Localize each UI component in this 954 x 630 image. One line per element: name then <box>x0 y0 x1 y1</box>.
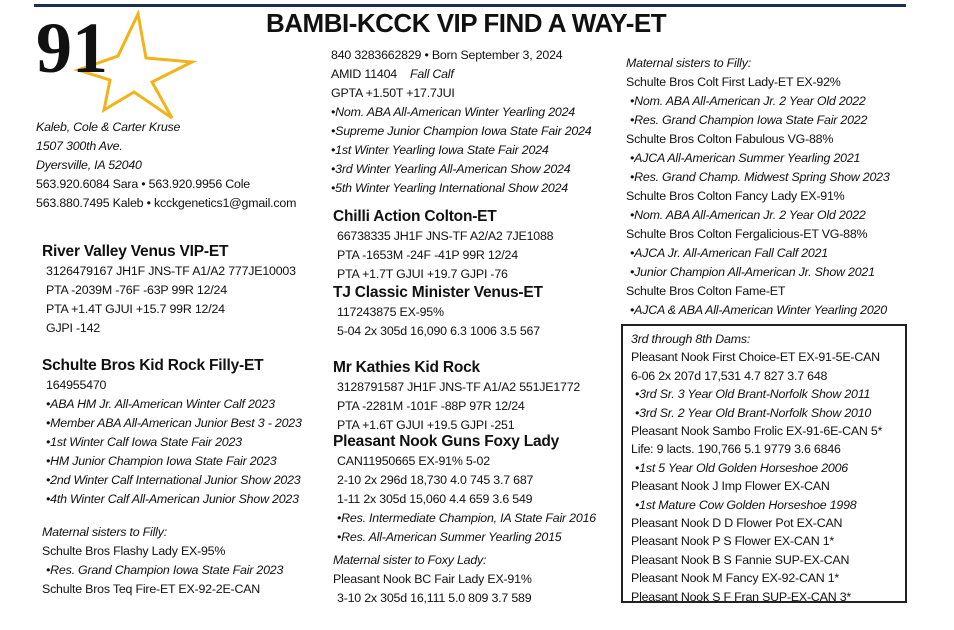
pedigree-line: Life: 9 lacts. 190,766 5.1 9779 3.6 6846 <box>631 442 841 457</box>
honor-line: •1st Mature Cow Golden Horseshoe 1998 <box>635 497 857 512</box>
honor-line: •1st 5 Year Old Golden Horseshoe 2006 <box>635 460 848 475</box>
foxy-sister-record: 3-10 2x 305d 16,111 5.0 809 3.7 589 <box>337 591 532 605</box>
pedigree-line: Schulte Bros Colt First Lady-ET EX-92% <box>626 75 841 89</box>
pedigree-line: Pleasant Nook J Imp Flower EX-CAN <box>631 479 830 494</box>
pedigree-line: Pleasant Nook D D Flower Pot EX-CAN <box>631 516 843 531</box>
consignor-names: Kaleb, Cole & Carter Kruse <box>36 120 181 134</box>
foxy-sister-label: Maternal sister to Foxy Lady: <box>333 553 487 567</box>
dam-sister: Schulte Bros Flashy Lady EX-95% <box>42 544 226 558</box>
sire-sire-line: PTA +1.7T GJUI +19.7 GJPI -76 <box>337 267 508 281</box>
dams-box-items <box>631 348 905 606</box>
pedigree-line: Schulte Bros Colton Fabulous VG-88% <box>626 132 834 146</box>
dam-honor: •4th Winter Calf All-American Junior Show 2023 <box>46 492 299 506</box>
sire-name: River Valley Venus VIP-ET <box>42 243 229 260</box>
dam-sire-name: Mr Kathies Kid Rock <box>333 359 480 376</box>
consignor-contact: 563.880.7495 Kaleb • kcckgenetics1@gmail.com <box>36 196 297 210</box>
dam-block <box>42 356 302 509</box>
dams-box-label: 3rd through 8th Dams: <box>631 332 751 346</box>
foxy-lady-sister <box>333 551 532 608</box>
sire-sire-name: Chilli Action Colton-ET <box>333 208 497 225</box>
dam-name: Schulte Bros Kid Rock Filly-ET <box>42 357 264 374</box>
pedigree-line: Pleasant Nook S F Fran SUP-EX-CAN 3* <box>631 589 852 604</box>
sire-dam-block <box>333 283 543 341</box>
lot-number: 91 <box>36 8 108 88</box>
sire-line: PTA -2039M -76F -63P 99R 12/24 <box>46 283 227 297</box>
animal-honor: •Nom. ABA All-American Winter Yearling 2024 <box>331 105 576 119</box>
animal-honor: •1st Winter Yearling Iowa State Fair 2024 <box>331 143 549 157</box>
honor-line: •AJCA & ABA All-American Winter Yearling 2020 <box>630 303 887 317</box>
pedigree-line: Schulte Bros Colton Fancy Lady EX-91% <box>626 189 845 203</box>
animal-amid-value: AMID 11404 <box>331 67 397 81</box>
honor-line: •Res. Grand Champ. Midwest Spring Show 2023 <box>630 170 890 184</box>
dam-honor: •1st Winter Calf Iowa State Fair 2023 <box>46 435 242 449</box>
page-title: BAMBI-KCCK VIP FIND A WAY-ET <box>266 8 667 38</box>
maternal-sisters-list <box>626 54 890 320</box>
dam-honor: •2nd Winter Calf International Junior Show 2023 <box>46 473 301 487</box>
dam-sire-block <box>333 358 580 435</box>
sire-sire-block <box>333 207 553 284</box>
sire-line: 3126479167 JH1F JNS-TF A1/A2 777JE10003 <box>46 264 296 278</box>
dam-sire-line: PTA -2281M -101F -88P 97R 12/24 <box>337 399 525 413</box>
honor-line: •AJCA All-American Summer Yearling 2021 <box>630 151 861 165</box>
animal-honor: •Supreme Junior Champion Iowa State Fair 2024 <box>331 124 592 138</box>
dam-dam-line: 2-10 2x 296d 18,730 4.0 745 3.7 687 <box>337 473 534 487</box>
consignor-city: Dyersville, IA 52040 <box>36 158 142 172</box>
animal-honor: •5th Winter Yearling International Show 2024 <box>331 181 568 195</box>
dam-sisters <box>42 523 283 599</box>
dams-box <box>621 324 907 603</box>
pedigree-line: 6-06 2x 207d 17,531 4.7 827 3.7 648 <box>631 368 828 383</box>
animal-amid <box>331 65 592 84</box>
honor-line: •3rd Sr. 2 Year Old Brant-Norfolk Show 2010 <box>635 405 872 420</box>
sire-dam-name: TJ Classic Minister Venus-ET <box>333 284 543 301</box>
dam-reg: 164955470 <box>46 378 107 392</box>
pedigree-line: Pleasant Nook First Choice-ET EX-91-5E-CAN <box>631 350 880 365</box>
foxy-sister-name: Pleasant Nook BC Fair Lady EX-91% <box>333 572 532 586</box>
sire-line: PTA +1.4T GJUI +15.7 99R 12/24 <box>46 302 225 316</box>
sire-block <box>42 242 296 338</box>
maternal-sisters-items <box>626 73 890 320</box>
pedigree-line: Schulte Bros Colton Fame-ET <box>626 284 786 298</box>
dam-sisters-label: Maternal sisters to Filly: <box>42 525 167 539</box>
honor-line: •Nom. ABA All-American Jr. 2 Year Old 2022 <box>630 208 866 222</box>
dam-honor: •ABA HM Jr. All-American Winter Calf 2023 <box>46 397 275 411</box>
dam-sister-honor: •Res. Grand Champion Iowa State Fair 2023 <box>46 563 284 577</box>
animal-honor: •3rd Winter Yearling All-American Show 2024 <box>331 162 571 176</box>
animal-id-born: 840 3283662829 • Born September 3, 2024 <box>331 48 563 62</box>
pedigree-line: Schulte Bros Colton Fergalicious-ET VG-88% <box>626 227 868 241</box>
honor-line: •Res. Grand Champion Iowa State Fair 2022 <box>630 113 868 127</box>
pedigree-line: Pleasant Nook M Fancy EX-92-CAN 1* <box>631 571 840 586</box>
pedigree-line: Pleasant Nook P S Flower EX-CAN 1* <box>631 534 835 549</box>
consignor-info <box>36 118 296 213</box>
sire-dam-line: 5-04 2x 305d 16,090 6.3 1006 3.5 567 <box>337 324 540 338</box>
animal-class: Fall Calf <box>409 67 454 81</box>
honor-line: •Junior Champion All-American Jr. Show 2021 <box>630 265 875 279</box>
dam-dam-line: CAN11950665 EX-91% 5-02 <box>337 454 490 468</box>
animal-info <box>331 46 592 198</box>
dam-sire-line: 3128791587 JH1F JNS-TF A1/A2 551JE1772 <box>337 380 581 394</box>
sire-sire-line: 66738335 JH1F JNS-TF A2/A2 7JE1088 <box>337 229 554 243</box>
sire-dam-line: 117243875 EX-95% <box>337 305 444 319</box>
dam-dam-line: 1-11 2x 305d 15,060 4.4 659 3.6 549 <box>337 492 533 506</box>
maternal-sisters-label: Maternal sisters to Filly: <box>626 56 751 70</box>
honor-line: •Nom. ABA All-American Jr. 2 Year Old 2022 <box>630 94 866 108</box>
dam-dam-name: Pleasant Nook Guns Foxy Lady <box>333 433 560 450</box>
dam-honor: •HM Junior Champion Iowa State Fair 2023 <box>46 454 277 468</box>
consignor-phones: 563.920.6084 Sara • 563.920.9956 Cole <box>36 177 250 191</box>
top-rule <box>34 4 906 7</box>
dam-dam-honor: •Res. All-American Summer Yearling 2015 <box>337 530 562 544</box>
sire-line: GJPI -142 <box>46 321 100 335</box>
honor-line: •3rd Sr. 3 Year Old Brant-Norfolk Show 2011 <box>635 387 871 402</box>
dam-sister: Schulte Bros Teq Fire-ET EX-92-2E-CAN <box>42 582 261 596</box>
dam-dam-block <box>333 432 596 547</box>
pedigree-line: Pleasant Nook B S Fannie SUP-EX-CAN <box>631 552 850 567</box>
animal-gpta: GPTA +1.50T +17.7JUI <box>331 86 455 100</box>
consignor-address: 1507 300th Ave. <box>36 139 123 153</box>
dam-dam-honor: •Res. Intermediate Champion, IA State Fair 2016 <box>337 511 596 525</box>
sire-sire-line: PTA -1653M -24F -41P 99R 12/24 <box>337 248 518 262</box>
dam-sire-line: PTA +1.6T GJUI +19.5 GJPI -251 <box>337 418 515 432</box>
honor-line: •AJCA Jr. All-American Fall Calf 2021 <box>630 246 829 260</box>
pedigree-line: Pleasant Nook Sambo Frolic EX-91-6E-CAN 5* <box>631 424 883 439</box>
dam-honor: •Member ABA All-American Junior Best 3 - 2023 <box>46 416 302 430</box>
